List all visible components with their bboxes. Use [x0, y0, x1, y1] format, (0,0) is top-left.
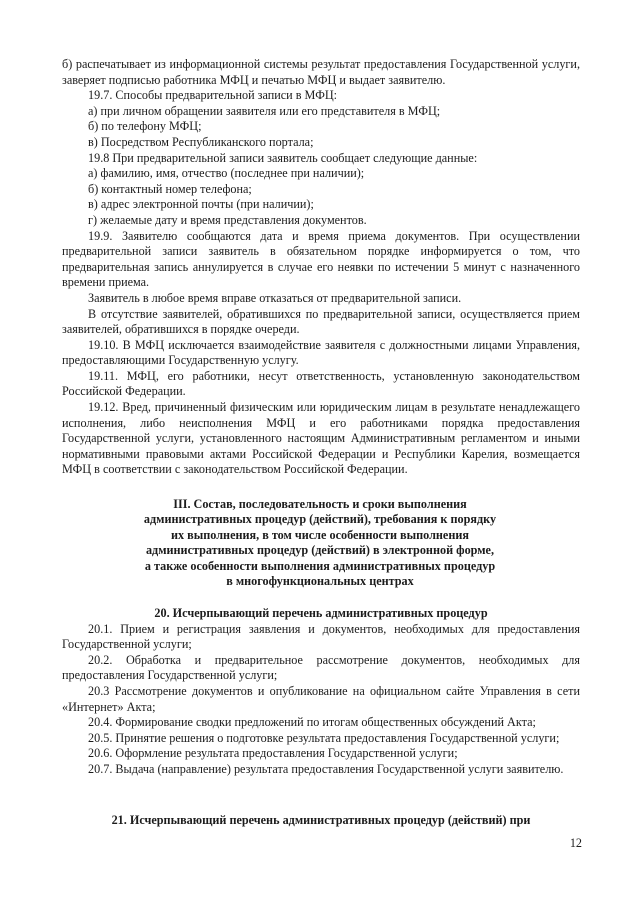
paragraph-19-8: 19.8 При предварительной записи заявитель сообщает следующие данные:	[88, 150, 478, 165]
list-item-20-3: 20.3 Рассмотрение документов и опубликование на официальном сайте Управления в сети «Интернет» Акта;	[62, 683, 580, 714]
paragraph-refuse: Заявитель в любое время вправе отказаться от предварительной записи.	[88, 290, 462, 305]
section-3-title-line: их выполнения, в том числе особенности выполнения	[171, 527, 469, 542]
list-item-20-7: 20.7. Выдача (направление) результата предоставления Государственной услуги заявителю.	[88, 761, 564, 776]
list-item-20-1: 20.1. Прием и регистрация заявления и документов, необходимых для предоставления Государственной услуги;	[62, 621, 580, 652]
paragraph-19-10: 19.10. В МФЦ исключается взаимодействие заявителя с должностными лицами Управления, предоставляющими Государственную услугу.	[62, 337, 580, 368]
section-3-title-line: административных процедур (действий) в электронной форме,	[145, 543, 495, 558]
section-3-title-line: III. Состав, последовательность и сроки выполнения	[173, 497, 467, 511]
list-item-19-7a: а) при личном обращении заявителя или его представителя в МФЦ;	[88, 103, 441, 118]
paragraph-19-11: 19.11. МФЦ, его работники, несут ответственность, установленную законодательством Российской Федерации.	[62, 368, 580, 399]
section-20-block	[62, 606, 580, 778]
upper-text-block	[62, 57, 580, 478]
section-3-title-line: административных процедур (действий), требования к порядку	[143, 512, 497, 527]
section-3-title-line: в многофункциональных центрах	[226, 574, 414, 589]
section-3-title-line: а также особенности выполнения административных процедур	[144, 558, 496, 573]
list-item-19-7b: б) по телефону МФЦ;	[88, 119, 202, 134]
paragraph-19-9: 19.9. Заявителю сообщаются дата и время приема документов. При осуществлении предварительной записи заявитель в обязательном порядке информируется о том, что предварительная запись аннулируется в случае его неявки по истечении 5 минут с назначенного времени приема.	[62, 228, 580, 290]
section-20-title: 20. Исчерпывающий перечень административных процедур	[154, 606, 488, 620]
section-21-title: 21. Исчерпывающий перечень административных процедур (действий) при	[111, 813, 531, 827]
list-item-19-8c: в) адрес электронной почты (при наличии);	[88, 197, 314, 212]
list-item-19-8b: б) контактный номер телефона;	[88, 181, 252, 196]
list-item-20-2: 20.2. Обработка и предварительное рассмотрение документов, необходимых для предоставления Государственной услуги;	[62, 652, 580, 683]
paragraph-19-7: 19.7. Способы предварительной записи в МФЦ:	[88, 88, 338, 103]
list-item-20-4: 20.4. Формирование сводки предложений по итогам общественных обсуждений Акта;	[88, 715, 536, 730]
list-item-20-5: 20.5. Принятие решения о подготовке результата предоставления Государственной услуги;	[88, 730, 560, 745]
section-21-block	[62, 813, 580, 829]
paragraph-queue: В отсутствие заявителей, обратившихся по предварительной записи, осуществляется прием заявителей, обратившихся в порядке очереди.	[62, 306, 580, 337]
list-item-19-7c: в) Посредством Республиканского портала;	[88, 134, 314, 149]
paragraph-19-12: 19.12. Вред, причиненный физическим или юридическим лицам в результате ненадлежащего исполнения, либо неисполнения МФЦ и его работниками порядка предоставления Государственной услуги, установленного настоящим Административным регламентом и иными нормативными правовыми актами Российской Федерации и Республики Карелия, возмещается МФЦ в соответствии с законодательством Российской Федерации.	[62, 400, 580, 477]
list-item-20-6: 20.6. Оформление результата предоставления Государственной услуги;	[88, 746, 458, 761]
section-3-title	[90, 497, 550, 589]
page-number: 12	[569, 836, 582, 850]
list-item-19-8d: г) желаемые дату и время представления документов.	[88, 212, 367, 227]
list-item-19-8a: а) фамилию, имя, отчество (последнее при наличии);	[88, 166, 365, 181]
paragraph-19-6b: б) распечатывает из информационной системы результат предоставления Государственной услуги, заверяет подписью работника МФЦ и печатью МФЦ и выдает заявителю.	[62, 57, 580, 87]
